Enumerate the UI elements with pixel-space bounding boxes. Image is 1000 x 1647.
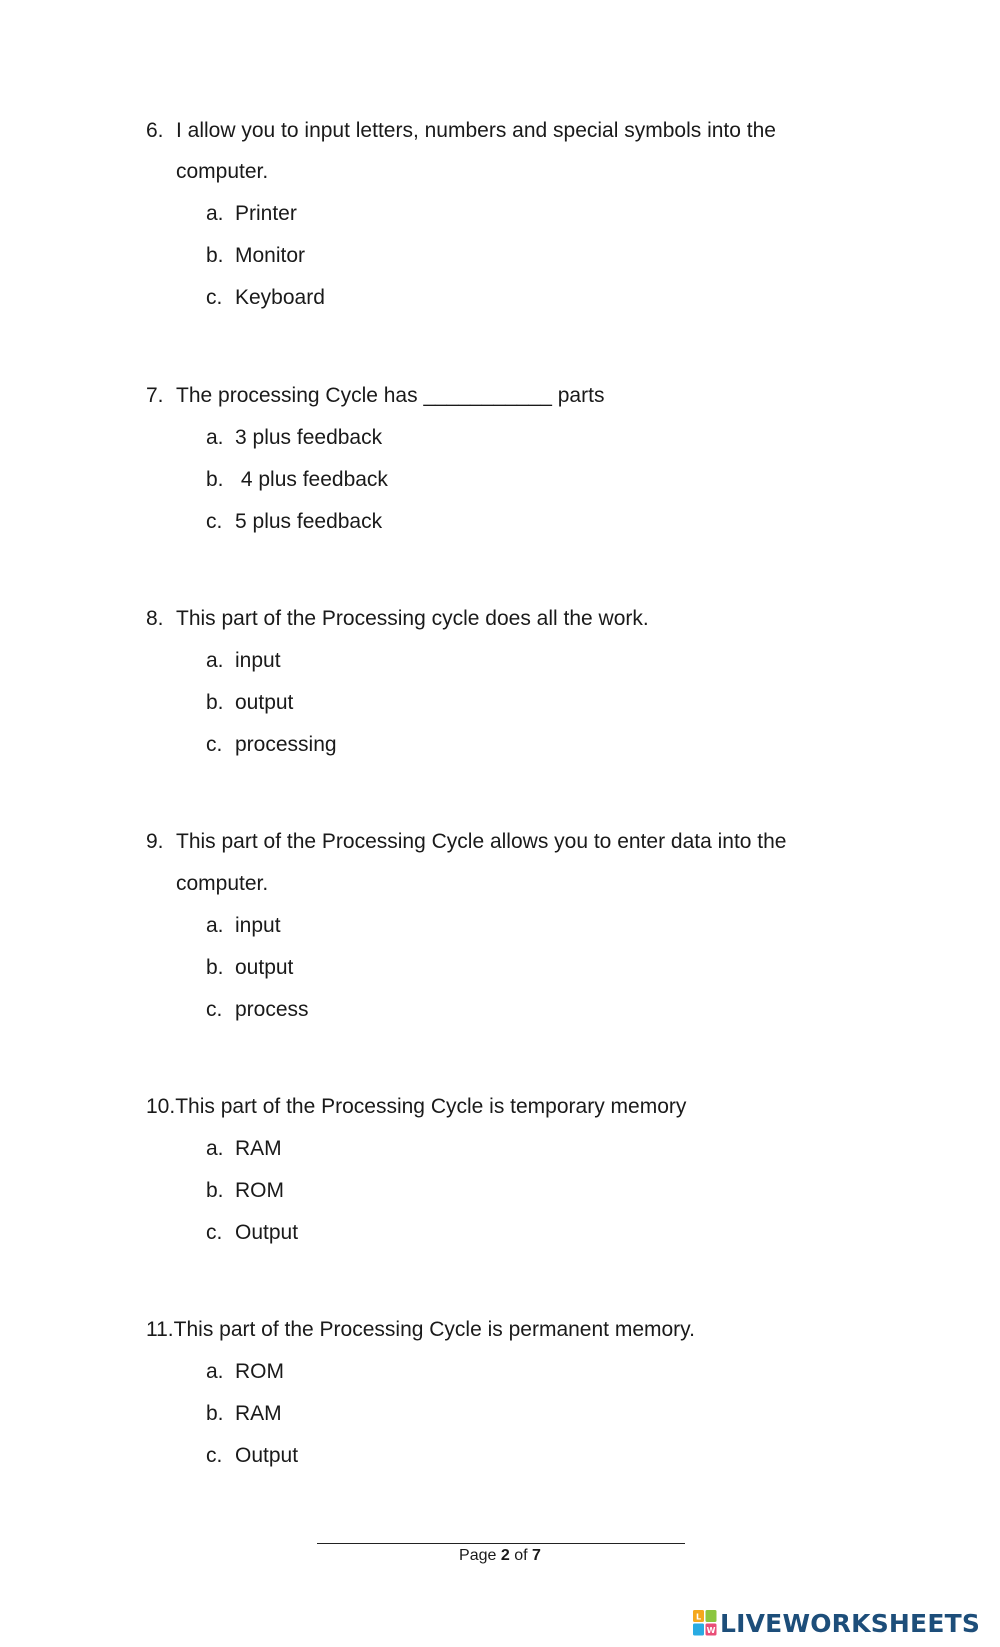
option-text: 4 plus feedback	[235, 468, 388, 491]
option-letter: a.	[206, 1360, 224, 1383]
question-text: The processing Cycle has ___________ parts	[176, 384, 605, 407]
option-a[interactable]	[206, 913, 281, 939]
option-text: Monitor	[235, 244, 306, 267]
option-text: processing	[235, 733, 337, 756]
brand-name: LIVEWORKSHEETS	[720, 1608, 981, 1638]
option-text: Output	[235, 1444, 299, 1467]
option-letter: b.	[206, 244, 224, 267]
liveworksheets-mark-icon	[693, 1610, 717, 1636]
option-b[interactable]	[206, 690, 293, 716]
option-letter: c.	[206, 998, 223, 1021]
option-text: ROM	[235, 1179, 284, 1202]
question-7	[146, 383, 604, 409]
question-number: 8.	[146, 607, 164, 630]
option-text: Keyboard	[235, 286, 325, 309]
option-text: process	[235, 998, 309, 1021]
question-number: 10.	[146, 1095, 176, 1118]
option-letter: a.	[206, 914, 224, 937]
question-text: This part of the Processing Cycle is permanent memory.	[173, 1318, 695, 1341]
option-letter: a.	[206, 649, 224, 672]
question-9	[146, 829, 787, 855]
option-b[interactable]	[206, 467, 388, 493]
option-b[interactable]	[206, 243, 305, 269]
option-text: output	[235, 956, 294, 979]
option-b[interactable]	[206, 1401, 282, 1427]
option-a[interactable]	[206, 1136, 282, 1162]
option-a[interactable]	[206, 425, 382, 451]
question-number: 11.	[146, 1318, 174, 1341]
option-c[interactable]	[206, 509, 382, 535]
option-letter: b.	[206, 468, 224, 491]
option-letter: c.	[206, 733, 223, 756]
question-text-continued: computer.	[176, 872, 269, 895]
option-letter: c.	[206, 286, 223, 309]
option-b[interactable]	[206, 955, 293, 981]
option-letter: a.	[206, 202, 224, 225]
option-c[interactable]	[206, 1443, 298, 1469]
page-word: Page	[459, 1547, 497, 1564]
option-c[interactable]	[206, 997, 309, 1023]
mark-letter-w: W	[706, 1626, 716, 1635]
question-10	[146, 1094, 686, 1120]
option-text: output	[235, 691, 294, 714]
total-pages: 7	[532, 1547, 541, 1564]
page-number	[0, 1546, 1000, 1566]
option-letter: c.	[206, 1444, 223, 1467]
option-letter: c.	[206, 1221, 223, 1244]
question-text-continued: computer.	[176, 160, 269, 183]
option-text: RAM	[235, 1402, 282, 1425]
question-8	[146, 606, 649, 632]
option-a[interactable]	[206, 648, 281, 674]
question-number: 7.	[146, 384, 164, 407]
option-letter: c.	[206, 510, 223, 533]
option-c[interactable]	[206, 732, 337, 758]
footer-divider	[317, 1543, 685, 1544]
current-page: 2	[500, 1547, 510, 1564]
option-c[interactable]	[206, 1220, 298, 1246]
option-text: 5 plus feedback	[235, 510, 383, 533]
question-text: I allow you to input letters, numbers and special symbols into the	[176, 119, 776, 142]
option-letter: b.	[206, 956, 224, 979]
option-text: 3 plus feedback	[235, 426, 383, 449]
option-text: RAM	[235, 1137, 282, 1160]
mark-letter-l: L	[695, 1612, 702, 1622]
option-a[interactable]	[206, 201, 297, 227]
option-letter: a.	[206, 1137, 224, 1160]
question-number: 9.	[146, 830, 164, 853]
option-a[interactable]	[206, 1359, 284, 1385]
question-text: This part of the Processing Cycle allows you to enter data into the	[176, 830, 787, 853]
question-number: 6.	[146, 119, 164, 142]
question-text: This part of the Processing Cycle is temporary memory	[175, 1095, 687, 1118]
option-c[interactable]	[206, 285, 325, 311]
question-text: This part of the Processing cycle does all the work.	[176, 607, 649, 630]
option-text: Printer	[235, 202, 297, 225]
option-text: input	[235, 914, 281, 937]
option-b[interactable]	[206, 1178, 284, 1204]
option-letter: b.	[206, 1179, 224, 1202]
option-letter: b.	[206, 691, 224, 714]
question-11	[146, 1317, 695, 1343]
option-letter: a.	[206, 426, 224, 449]
of-word: of	[514, 1547, 528, 1564]
option-text: ROM	[235, 1360, 284, 1383]
liveworksheets-logo[interactable]	[693, 1608, 980, 1638]
option-text: input	[235, 649, 281, 672]
option-text: Output	[235, 1221, 299, 1244]
question-6	[146, 118, 776, 144]
option-letter: b.	[206, 1402, 224, 1425]
